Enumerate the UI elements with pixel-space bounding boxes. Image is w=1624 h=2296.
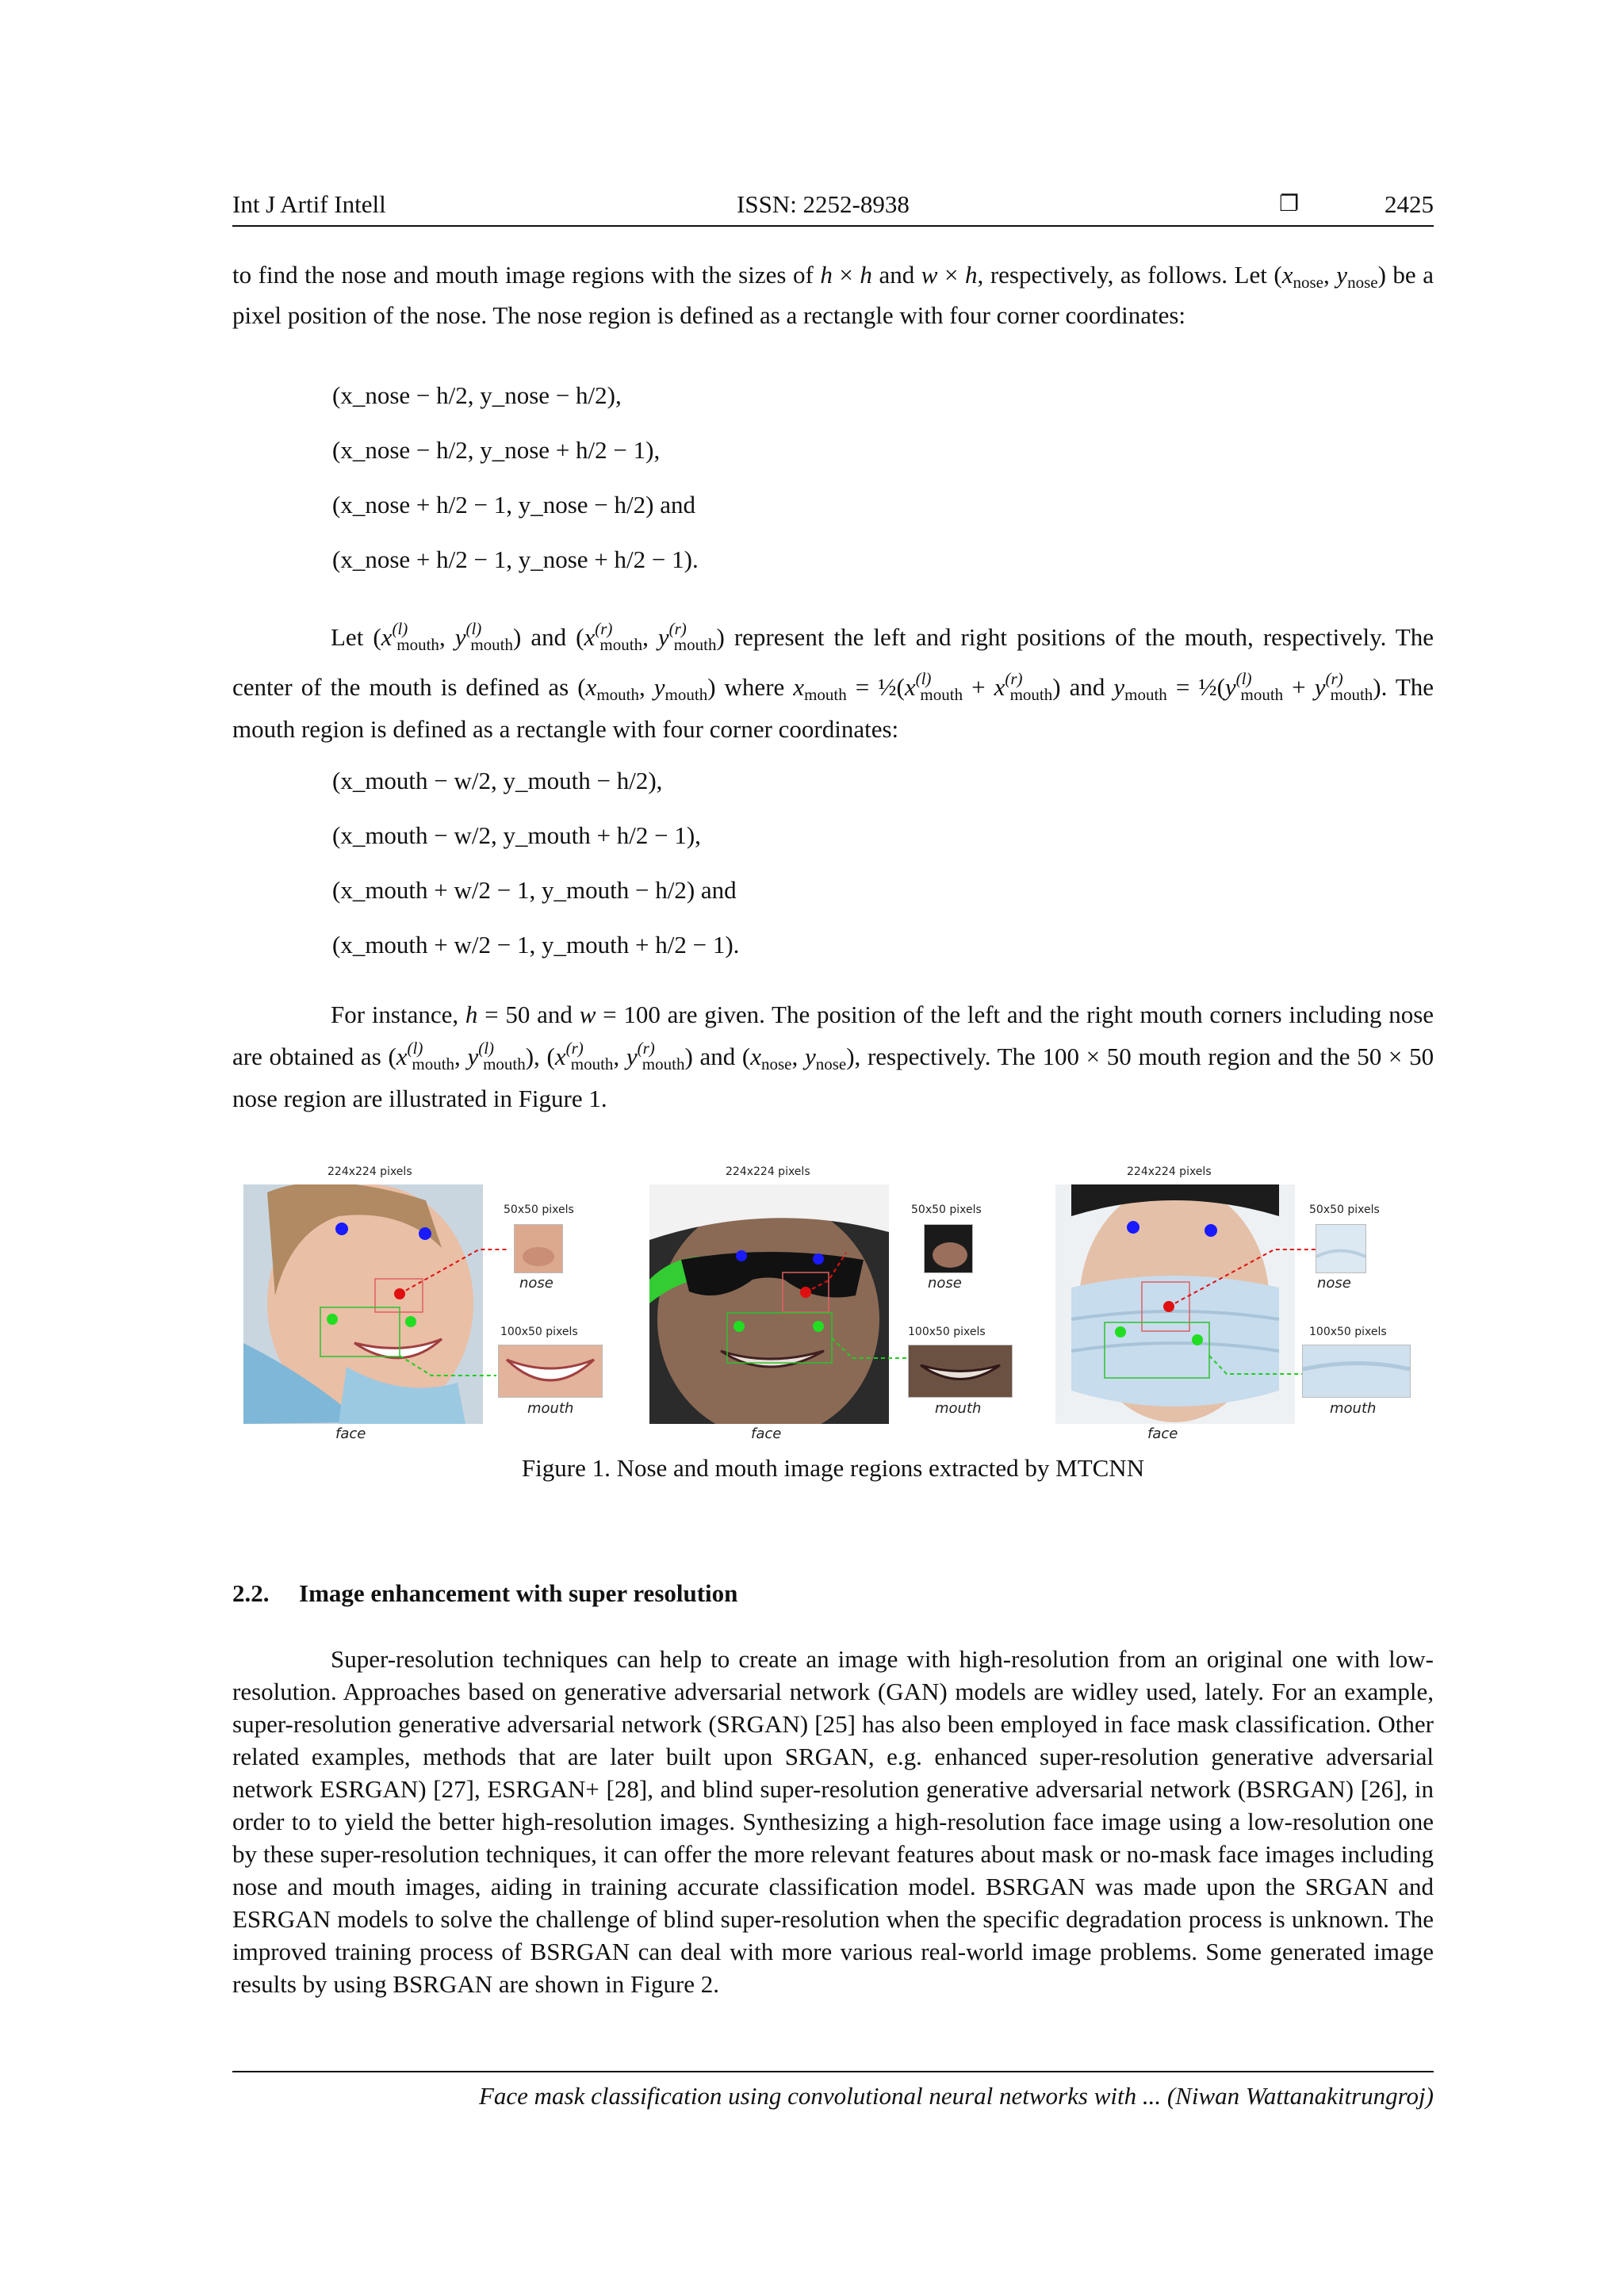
figure-1	[232, 1165, 1434, 1443]
mouth-marker	[405, 1316, 416, 1327]
page-number: 2425	[1385, 190, 1434, 218]
nose-label: nose	[1317, 1275, 1351, 1292]
mouth-coordinates	[332, 753, 739, 972]
face-label: face	[1147, 1425, 1178, 1442]
journal-name: Int J Artif Intell	[232, 190, 386, 218]
face-label: face	[751, 1425, 782, 1442]
eye-marker	[813, 1253, 824, 1265]
mouth-label: mouth	[1330, 1400, 1377, 1417]
running-footer: Face mask classification using convolutional neural networks with ... (Niwan Wattanakitrungroj)	[478, 2082, 1434, 2110]
eye-marker	[335, 1223, 348, 1235]
mouth-size-label: 100x50 pixels	[1309, 1326, 1387, 1338]
nose-coord-4: (x_nose + h/2 − 1, y_nose + h/2 − 1).	[332, 545, 699, 573]
nose-crop-image	[1316, 1224, 1366, 1273]
face-label: face	[335, 1425, 366, 1442]
running-header	[232, 190, 1434, 227]
nose-coord-1: (x_nose − h/2, y_nose − h/2),	[332, 381, 622, 409]
section-number: 2.2.	[232, 1579, 270, 1607]
face-size-label: 224x224 pixels	[327, 1165, 412, 1178]
nose-coord-2: (x_nose − h/2, y_nose + h/2 − 1),	[332, 436, 661, 464]
mouth-crop-image	[498, 1345, 603, 1398]
mouth-coord-4: (x_mouth + w/2 − 1, y_mouth + h/2 − 1).	[332, 931, 740, 959]
mouth-coord-3: (x_mouth + w/2 − 1, y_mouth − h/2) and	[332, 876, 737, 904]
nose-label: nose	[519, 1275, 553, 1292]
header-rule	[232, 225, 1434, 227]
section-title: Image enhancement with super resolution	[299, 1579, 738, 1607]
nose-size-label: 50x50 pixels	[911, 1203, 982, 1216]
nose-coordinates	[332, 368, 699, 587]
issn: ISSN: 2252-8938	[737, 190, 910, 218]
mouth-label: mouth	[527, 1400, 574, 1417]
box-icon: ❐	[1279, 192, 1300, 216]
section-heading	[232, 1579, 737, 1608]
face-size-label: 224x224 pixels	[726, 1165, 810, 1178]
mouth-label: mouth	[935, 1400, 982, 1417]
nose-size-label: 50x50 pixels	[1309, 1203, 1380, 1216]
mouth-marker	[1115, 1326, 1126, 1337]
eye-marker	[1127, 1221, 1139, 1234]
mouth-marker	[813, 1321, 824, 1332]
eye-marker	[736, 1250, 747, 1261]
super-resolution-paragraph: Super-resolution techniques can help to create an image with high-resolution from an original one with low-resolution. Approaches based on generative adversarial network (GAN) models are widley used, lately. For an example, super-resolution generative adversarial network (SRGAN) [25] has also been employed in face mask classification. Other related examples, methods that are later built upon SRGAN, e.g. enhanced super-resolution generative adversarial network ESRGAN) [27], ESRGAN+ [28], and blind super-resolution generative adversarial network (BSRGAN) [26], in order to to yield the better high-resolution images. Synthesizing a high-resolution face image using a low-resolution one by these super-resolution techniques, it can offer the more relevant features about mask or no-mask face images including nose and mouth images, aiding in training accurate classification model. BSRGAN was made upon the SRGAN and ESRGAN models to solve the challenge of blind super-resolution when the specific degradation process is unknown. The improved training process of BSRGAN can deal with more various real-world image problems. Some generated image results by using BSRGAN are shown in Figure 2.	[232, 1645, 1434, 1998]
footer-rule	[232, 2071, 1434, 2072]
mouth-marker	[1192, 1334, 1203, 1345]
figure-panel-1	[232, 1165, 613, 1443]
mouth-marker	[327, 1314, 338, 1325]
face-size-label: 224x224 pixels	[1127, 1165, 1212, 1178]
mouth-coord-2: (x_mouth − w/2, y_mouth + h/2 − 1),	[332, 821, 701, 849]
nose-coord-3: (x_nose + h/2 − 1, y_nose − h/2) and	[332, 491, 695, 519]
mouth-size-label: 100x50 pixels	[500, 1326, 578, 1338]
mouth-marker	[733, 1321, 745, 1332]
nose-crop-image	[924, 1224, 973, 1273]
eye-marker	[419, 1227, 431, 1240]
eye-marker	[1205, 1224, 1217, 1237]
intro-paragraph: to find the nose and mouth image regions with the sizes of h × h and w × h, respectively, as follows. Let ($x_{nose}$, $y_{nose}$) be a pixel position of the nose. The nose region is defined as a rectangle with four corner coordinates:	[232, 261, 1434, 329]
instance-paragraph: For instance, h = 50 and w = 100 are given. The position of the left and the right mouth corners including nose are obtained as ($x^{(l)}_{mouth}$, $y^{(l)}_{mouth}$), ($x^{(r)}_{mouth}$, $y^{(r)}_{mouth}$) and ($x_{nose}$, $y_{nose}$), respectively. The 100 × 50 mouth region and the 50 × 50 nose region are illustrated in Figure 1.	[232, 1001, 1434, 1112]
mouth-crop-image	[908, 1345, 1013, 1398]
mouth-paragraph: Let ($x^{(l)}_{mouth}$, $y^{(l)}_{mouth}$) and ($x^{(r)}_{mouth}$, $y^{(r)}_{mouth}$) represent the left and right positions of the mouth, respectively. The center of the mouth is defined as ($x_{mouth}$, $y_{mouth}$) where $x_{mouth}$ = $\frac{1}{2}(x^{(l)}_{mouth} + x^{(r)}_{mouth})$ and $y_{mouth}$ = $\frac{1}{2}(y^{(l)}_{mouth} + y^{(r)}_{mouth})$. The mouth region is defined as a rectangle with four corner coordinates:	[232, 619, 1434, 743]
mouth-size-label: 100x50 pixels	[908, 1326, 986, 1338]
nose-label: nose	[928, 1275, 962, 1292]
nose-size-label: 50x50 pixels	[504, 1203, 574, 1216]
nose-crop-image	[514, 1224, 563, 1273]
mouth-crop-image	[1302, 1345, 1411, 1398]
figure-panel-2	[638, 1165, 1019, 1443]
figure-1-caption: Figure 1. Nose and mouth image regions extracted by MTCNN	[521, 1454, 1145, 1482]
figure-panel-3	[1044, 1165, 1425, 1443]
mouth-coord-1: (x_mouth − w/2, y_mouth − h/2),	[332, 767, 663, 794]
